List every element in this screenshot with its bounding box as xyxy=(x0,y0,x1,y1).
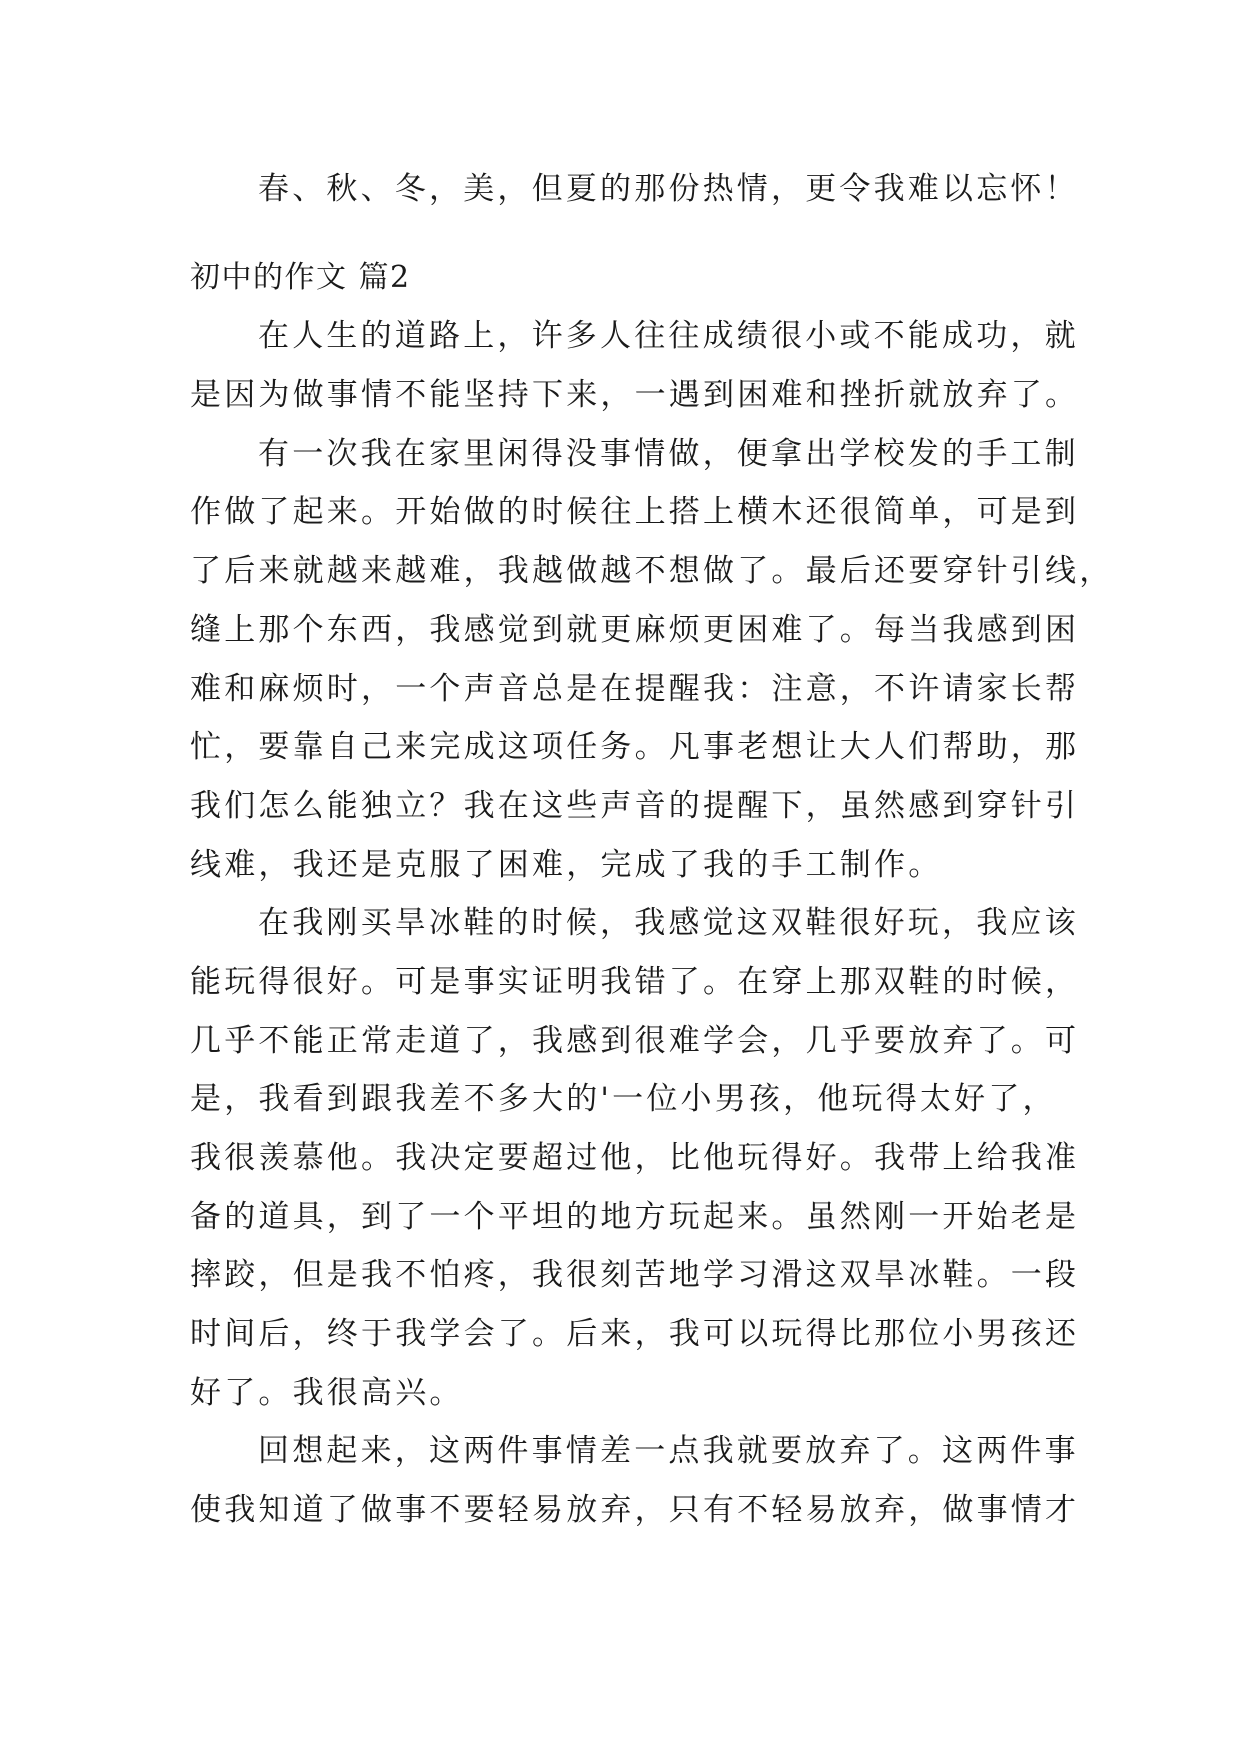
paragraph-line: 摔跤，但是我不怕疼，我很刻苦地学习滑这双旱冰鞋。一段 xyxy=(190,1257,1080,1294)
paragraph-line: 时间后，终于我学会了。后来，我可以玩得比那位小男孩还 xyxy=(190,1316,1080,1353)
paragraph-line: 几乎不能正常走道了，我感到很难学会，几乎要放弃了。可 xyxy=(190,1022,1080,1059)
paragraph-line: 是因为做事情不能坚持下来，一遇到困难和挫折就放弃了。 xyxy=(190,377,1080,414)
paragraph-line: 备的道具，到了一个平坦的地方玩起来。虽然刚一开始老是 xyxy=(190,1198,1080,1235)
paragraph-line: 难和麻烦时，一个声音总是在提醒我：注意，不许请家长帮 xyxy=(190,670,1080,707)
paragraph-line: 好了。我很高兴。 xyxy=(190,1374,464,1411)
paragraph-line: 缝上那个东西，我感觉到就更麻烦更困难了。每当我感到困 xyxy=(190,611,1080,648)
document-body xyxy=(190,160,1114,1540)
paragraph-3 xyxy=(190,894,1080,1422)
section-title: 初中的作文 篇2 xyxy=(190,259,411,295)
paragraph-line: 能玩得很好。可是事实证明我错了。在穿上那双鞋的时候， xyxy=(190,963,1080,1000)
paragraph-line: 线难，我还是克服了困难，完成了我的手工制作。 xyxy=(190,846,943,883)
opening-line: 春、秋、冬，美，但夏的那份热情，更令我难以忘怀！ xyxy=(258,171,1079,207)
paragraph-line: 是，我看到跟我差不多大的'一位小男孩，他玩得太好了， xyxy=(190,1081,1057,1118)
paragraph-line: 有一次我在家里闲得没事情做，便拿出学校发的手工制 xyxy=(258,435,1079,472)
paragraph-line: 忙，要靠自己来完成这项任务。凡事老想让大人们帮助，那 xyxy=(190,729,1080,766)
paragraph-line: 了后来就越来越难，我越做越不想做了。最后还要穿针引线， xyxy=(190,553,1114,590)
paragraph-2 xyxy=(190,425,1114,895)
paragraph-line: 我很羡慕他。我决定要超过他，比他玩得好。我带上给我准 xyxy=(190,1140,1080,1176)
paragraph-line: 在我刚买旱冰鞋的时候，我感觉这双鞋很好玩，我应该 xyxy=(258,905,1079,942)
paragraph-1 xyxy=(190,307,1080,424)
section-gap xyxy=(190,219,1050,249)
paragraph-4 xyxy=(190,1422,1080,1539)
paragraph-line: 我们怎么能独立？我在这些声音的提醒下，虽然感到穿针引 xyxy=(190,787,1080,824)
paragraph-line: 使我知道了做事不要轻易放弃，只有不轻易放弃，做事情才 xyxy=(190,1492,1080,1529)
paragraph-line: 在人生的道路上，许多人往往成绩很小或不能成功，就 xyxy=(258,318,1079,355)
paragraph-line: 回想起来，这两件事情差一点我就要放弃了。这两件事 xyxy=(258,1433,1079,1470)
paragraph-line: 作做了起来。开始做的时候往上搭上横木还很简单，可是到 xyxy=(190,494,1080,531)
